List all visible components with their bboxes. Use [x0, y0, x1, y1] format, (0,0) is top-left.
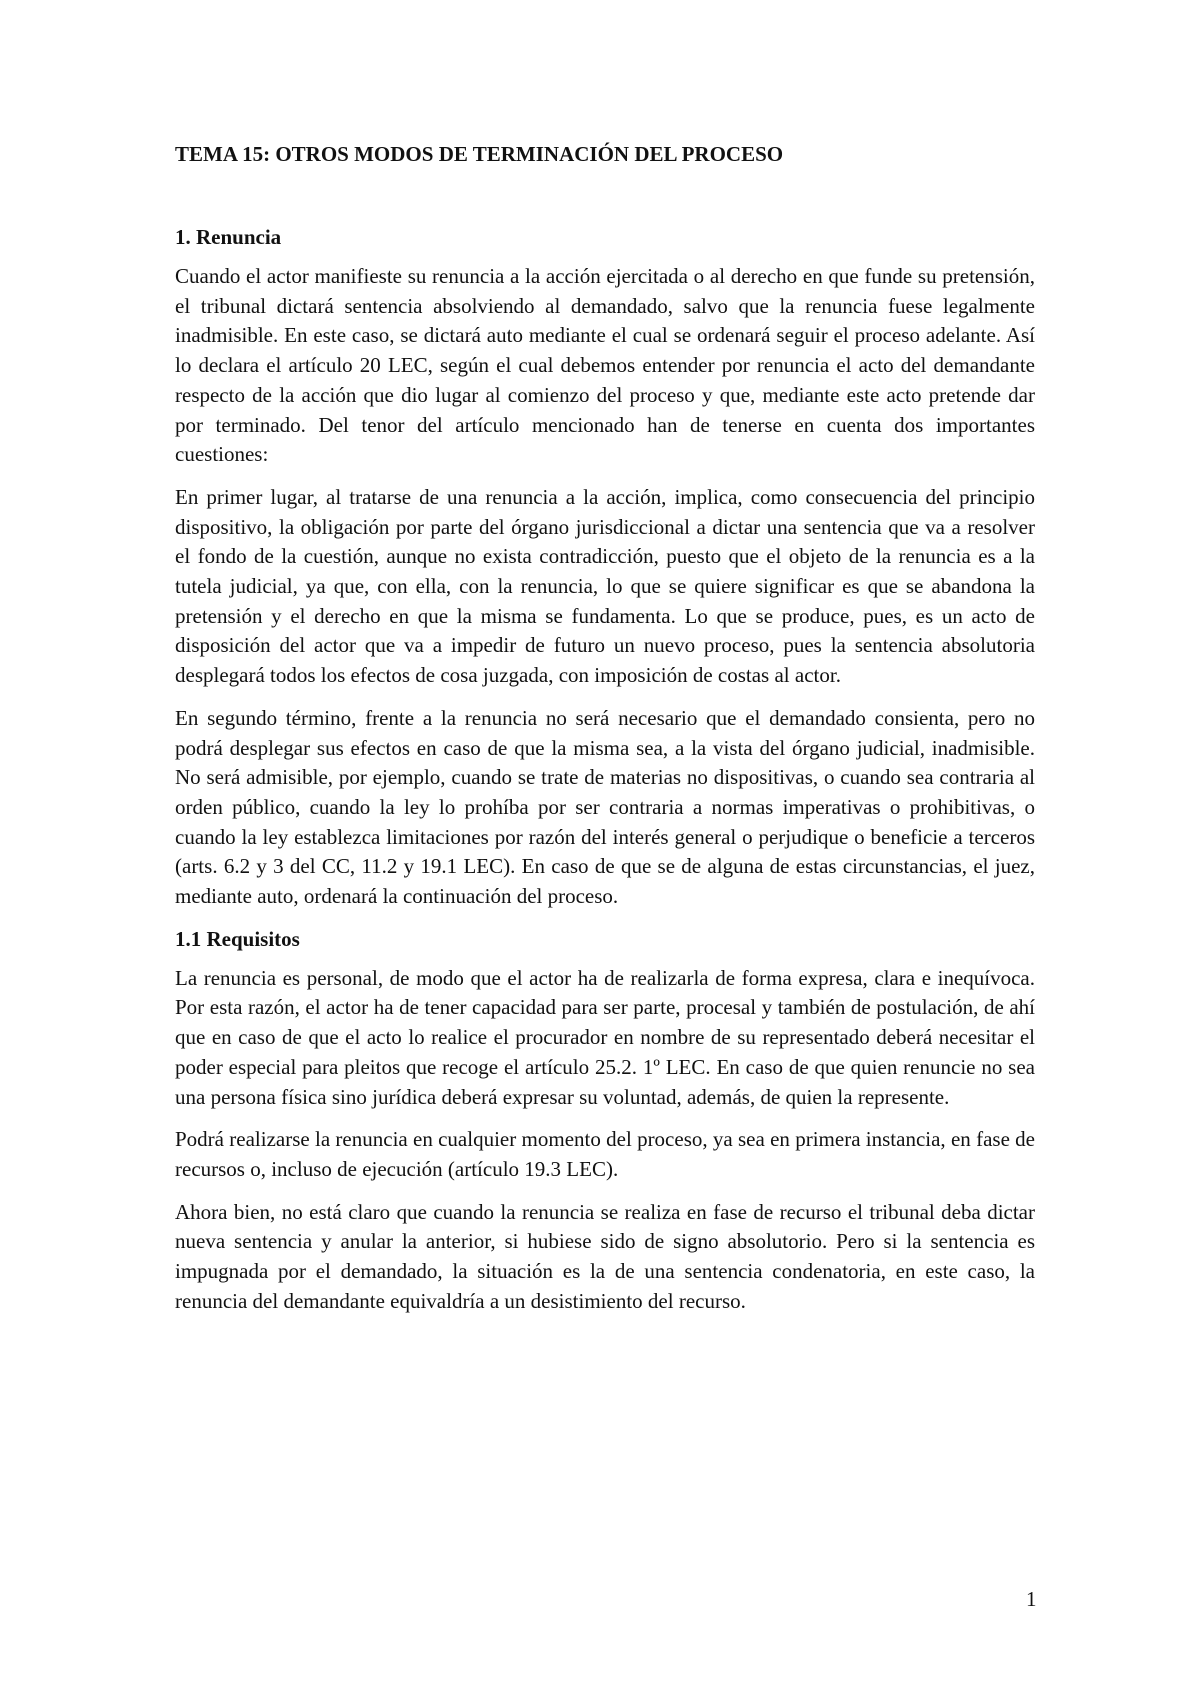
paragraph: Ahora bien, no está claro que cuando la renuncia se realiza en fase de recurso el tribunal deba dictar nueva sentencia y anular la anterior, si hubiese sido de signo absolutorio. Pero si la sentencia es impugnada por el demandado, la situación es la de una sentencia condenatoria, en este caso, la renuncia del demandante equivaldría a un desistimiento del recurso.	[175, 1199, 1035, 1313]
paragraph: Cuando el actor manifieste su renuncia a la acción ejercitada o al derecho en que funde su pretensión, el tribunal dictará sentencia absolviendo al demandado, salvo que la renuncia fuese legalmente inadmisible. En este caso, se dictará auto mediante el cual se ordenará seguir el proceso adelante. Así lo declara el artículo 20 LEC, según el cual debemos entender por renuncia el acto del demandante respecto de la acción que dio lugar al comienzo del proceso y que, mediante este acto pretende dar por terminado. Del tenor del artículo mencionado han de tenerse en cuenta dos importantes cuestiones:	[175, 264, 1035, 467]
document-body	[175, 140, 1035, 1330]
paragraph: En primer lugar, al tratarse de una renuncia a la acción, implica, como consecuencia del principio dispositivo, la obligación por parte del órgano jurisdiccional a dictar una sentencia que va a resolver el fondo de la cuestión, aunque no exista contradicción, puesto que el objeto de la renuncia es a la tutela judicial, ya que, con ella, con la renuncia, lo que se quiere significar es que se abandona la pretensión y el derecho en que la misma se fundamenta. Lo que se produce, pues, es un acto de disposición del actor que va a impedir de futuro un nuevo proceso, pues la sentencia absolutoria desplegará todos los efectos de cosa juzgada, con imposición de costas al actor.	[175, 484, 1035, 688]
paragraph: La renuncia es personal, de modo que el actor ha de realizarla de forma expresa, clara e inequívoca. Por esta razón, el actor ha de tener capacidad para ser parte, procesal y también de postulación, de ahí que en caso de que el acto lo realice el procurador en nombre de su representado deberá necesitar el poder especial para pleitos que recoge el artículo 25.2. 1º LEC. En caso de que quien renuncie no sea una persona física sino jurídica deberá expresar su voluntad, además, de quien la represente.	[175, 965, 1035, 1109]
document-title: TEMA 15: OTROS MODOS DE TERMINACIÓN DEL PROCESO	[175, 142, 784, 166]
section-heading-renuncia: 1. Renuncia	[175, 225, 282, 249]
paragraph: En segundo término, frente a la renuncia no será necesario que el demandado consienta, pero no podrá desplegar sus efectos en caso de que la misma sea, a la vista del órgano judicial, inadmisible. No será admisible, por ejemplo, cuando se trate de materias no dispositivas, o cuando sea contraria al orden público, cuando la ley lo prohíba por ser contraria a normas imperativas o prohibitivas, o cuando la ley establezca limitaciones por razón del interés general o perjudique o beneficie a terceros (arts. 6.2 y 3 del CC, 11.2 y 19.1 LEC). En caso de que se de alguna de estas circunstancias, el juez, mediante auto, ordenará la continuación del proceso.	[175, 705, 1035, 909]
paragraph: Podrá realizarse la renuncia en cualquier momento del proceso, ya sea en primera instancia, en fase de recursos o, incluso de ejecución (artículo 19.3 LEC).	[175, 1127, 1035, 1181]
section-heading-requisitos: 1.1 Requisitos	[175, 926, 300, 951]
page-number: 1	[1026, 1587, 1037, 1611]
